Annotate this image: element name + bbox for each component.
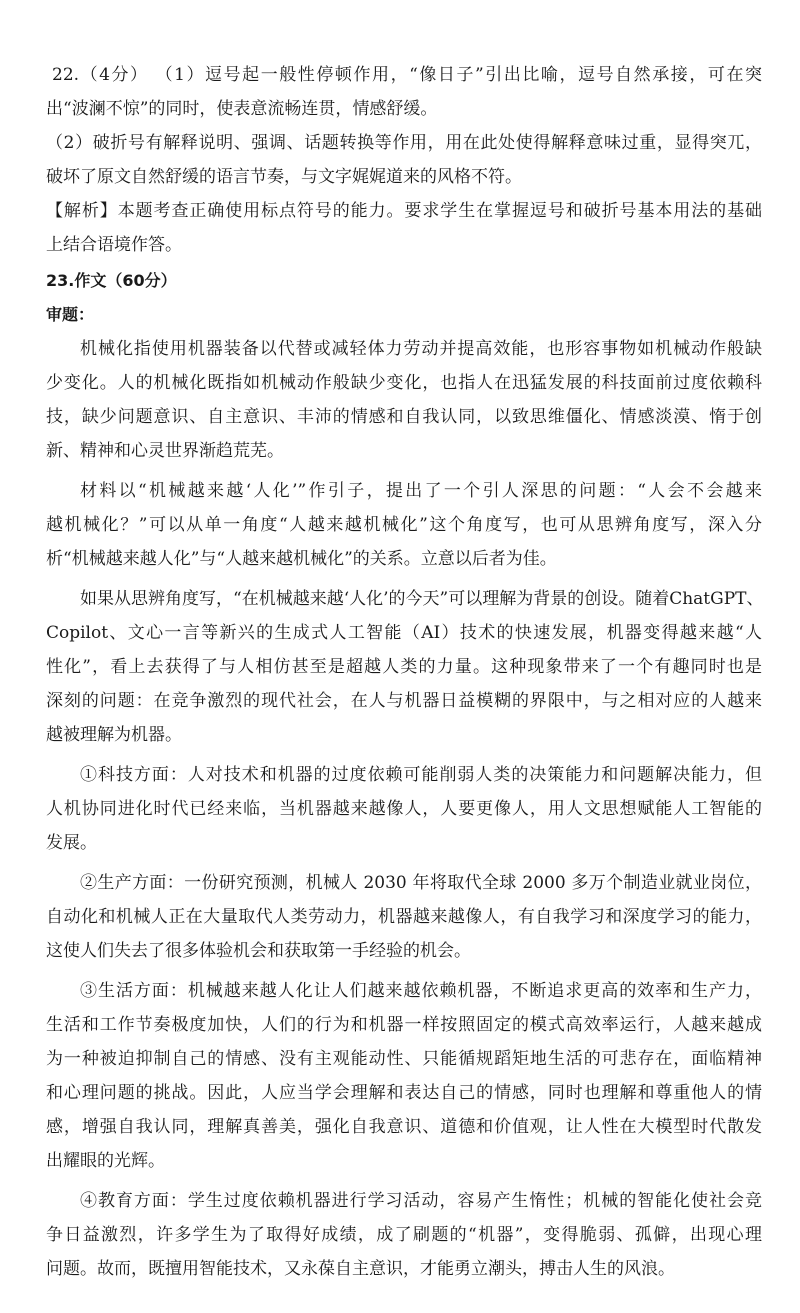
q23-paragraph-production xyxy=(46,866,762,968)
q23-paragraph-3 xyxy=(46,582,762,752)
text-line: 新、精神和心灵世界渐趋荒芜。 xyxy=(46,441,284,461)
text-line: ④教育方面：学生过度依赖机器进行学习活动，容易产生惰性；机械的智能化使社会竞 xyxy=(80,1191,762,1211)
text-line: 技，缺少问题意识、自主意识、丰沛的情感和自我认同，以致思维僵化、情感淡漠、惰于创 xyxy=(46,407,762,427)
text-line: 发展。 xyxy=(46,833,97,853)
q23-title: 23.作文（60分） xyxy=(46,271,177,290)
text-line: 22.（4分） （1）逗号起一般性停顿作用，“像日子”引出比喻，逗号自然承接，可在突 xyxy=(52,65,762,85)
text-line: （2）破折号有解释说明、强调、话题转换等作用，用在此处使得解释意味过重，显得突兀， xyxy=(46,133,762,153)
answer-page xyxy=(46,58,762,1286)
text-line: 性化”，看上去获得了与人相仿甚至是超越人类的力量。这种现象带来了一个有趣同时也是 xyxy=(46,657,762,677)
text-line: 析“机械越来越人化”与“人越来越机械化”的关系。立意以后者为佳。 xyxy=(46,549,557,569)
text-line: Copilot、文心一言等新兴的生成式人工智能（AI）技术的快速发展，机器变得越来越“人 xyxy=(46,623,762,643)
text-line: 生活和工作节奏极度加快，人们的行为和机器一样按照固定的模式高效率运行，人越来越成 xyxy=(46,1015,762,1035)
q22-analysis xyxy=(46,194,762,262)
text-line: 越被理解为机器。 xyxy=(46,725,182,745)
text-line: 问题。故而，既擅用智能技术，又永葆自主意识，才能勇立潮头，搏击人生的风浪。 xyxy=(46,1259,675,1279)
text-line: 出“波澜不惊”的同时，使表意流畅连贯，情感舒缓。 xyxy=(46,99,438,119)
text-line: 材料以“机械越来越‘人化’”作引子，提出了一个引人深思的问题：“人会不会越来 xyxy=(80,481,762,501)
text-line: 人机协同进化时代已经来临，当机器越来越像人，人要更像人，用人文思想赋能人工智能的 xyxy=(46,799,762,819)
text-line: 机械化指使用机器装备以代替或减轻体力劳动并提高效能，也形容事物如机械动作般缺 xyxy=(80,339,762,359)
q23-paragraph-2 xyxy=(46,474,762,576)
text-line: ③生活方面：机械越来越人化让人们越来越依赖机器，不断追求更高的效率和生产力， xyxy=(80,981,762,1001)
text-line: ②生产方面：一份研究预测，机械人 2030 年将取代全球 2000 多万个制造业就业岗位， xyxy=(80,873,762,893)
q22-part1 xyxy=(46,58,762,126)
text-line: 深刻的问题：在竞争激烈的现代社会，在人与机器日益模糊的界限中，与之相对应的人越来 xyxy=(46,691,762,711)
q23-paragraph-life xyxy=(46,974,762,1178)
text-line: 少变化。人的机械化既指如机械动作般缺少变化，也指人在迅猛发展的科技面前过度依赖科 xyxy=(46,373,762,393)
text-line: 破坏了原文自然舒缓的语言节奏，与文字娓娓道来的风格不符。 xyxy=(46,167,522,187)
text-line: 自动化和机械人正在大量取代人类劳动力，机器越来越像人，有自我学习和深度学习的能力， xyxy=(46,907,762,927)
text-line: 争日益激烈，许多学生为了取得好成绩，成了刷题的“机器”，变得脆弱、孤僻，出现心理 xyxy=(46,1225,762,1245)
text-line: 感，增强自我认同，理解真善美，强化自我意识、道德和价值观，让人性在大模型时代散发 xyxy=(46,1117,762,1137)
q23-paragraph-1 xyxy=(46,332,762,468)
text-line: 为一种被迫抑制自己的情感、没有主观能动性、只能循规蹈矩地生活的可悲存在，面临精神 xyxy=(46,1049,762,1069)
q22-part2 xyxy=(46,126,762,194)
text-line: 和心理问题的挑战。因此，人应当学会理解和表达自己的情感，同时也理解和尊重他人的情 xyxy=(46,1083,762,1103)
text-line: 这使人们失去了很多体验机会和获取第一手经验的机会。 xyxy=(46,941,471,961)
text-line: ①科技方面：人对技术和机器的过度依赖可能削弱人类的决策能力和问题解决能力，但 xyxy=(80,765,762,785)
text-line: 越机械化？”可以从单一角度“人越来越机械化”这个角度写，也可从思辨角度写，深入分 xyxy=(46,515,762,535)
text-line: 出耀眼的光辉。 xyxy=(46,1151,165,1171)
text-line: 【解析】本题考查正确使用标点符号的能力。要求学生在掌握逗号和破折号基本用法的基础 xyxy=(46,201,762,221)
q23-paragraph-education xyxy=(46,1184,762,1286)
q23-subtitle: 审题： xyxy=(46,305,95,324)
text-line: 上结合语境作答。 xyxy=(46,235,182,255)
q23-paragraph-technology xyxy=(46,758,762,860)
q23-header xyxy=(46,264,762,332)
text-line: 如果从思辨角度写，“在机械越来越‘人化’的今天”可以理解为背景的创设。随着ChatGPT、 xyxy=(80,589,764,609)
